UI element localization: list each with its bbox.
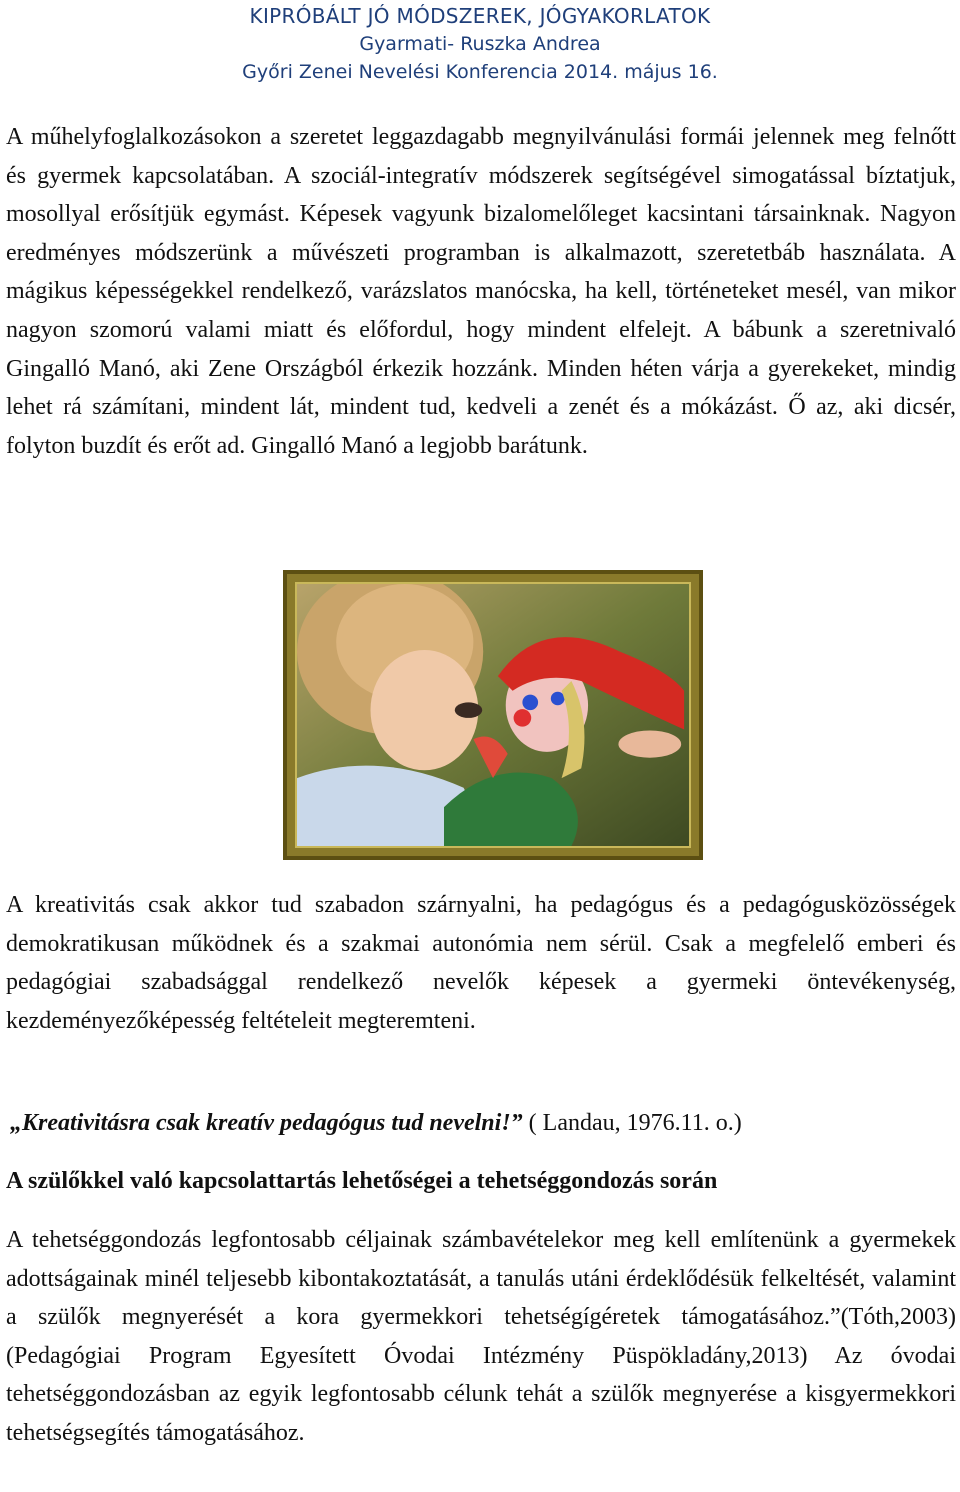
photo-child-with-puppet <box>295 582 691 848</box>
photo-frame <box>283 570 703 860</box>
quote-citation: ( Landau, 1976.11. o.) <box>522 1110 742 1136</box>
quote-text: „Kreativitásra csak kreatív pedagógus tud nevelni!” <box>10 1110 523 1136</box>
section-heading: A szülőkkel való kapcsolattartás lehetőségei a tehetséggondozás során <box>6 1168 718 1194</box>
header-author: Gyarmati- Ruszka Andrea <box>359 33 601 55</box>
paragraph-talent: A tehetséggondozás legfontosabb céljainak számbavételekor meg kell említenünk a gyermekek adottságainak minél teljesebb kibontakoztatását, a tanulás utáni érdeklődésük felkeltését, valamint a szülők megnyerését a kora gyermekkori tehetségígéretek támogatásához.”(Tóth,2003)(Pedagógiai Program Egyesített Óvodai Intézmény Püspökladány,2013) Az óvodai tehetséggondozásban az egyik legfontosabb célunk tehát a szülők megnyerése a kisgyermekkori tehetségsegítés támogatásához. <box>6 1227 956 1446</box>
quote-block <box>10 1104 950 1142</box>
paragraph-creativity: A kreativitás csak akkor tud szabadon szárnyalni, ha pedagógus és a pedagógusközösségek demokratikusan működnek és a szakmai autonómia nem sérül. Csak a megfelelő emberi és pedagógiai szabadsággal rendelkező nevelők képesek a gyermeki öntevékenység, kezdeményezőképesség feltételeit megteremteni. <box>6 892 956 1034</box>
header-title: KIPRÓBÁLT JÓ MÓDSZEREK, JÓGYAKORLATOK <box>249 4 711 28</box>
paragraph-workshop: A műhelyfoglalkozásokon a szeretet leggazdagabb megnyilvánulási formái jelennek meg felnőtt és gyermek kapcsolatában. A szociál-integratív módszerek segítségével simogatással bíztatjuk, mosollyal erősítjük egymást. Képesek vagyunk bizalomelőleget kacsintani társainknak. Nagyon eredményes módszerünk a művészeti programban is alkalmazott, szeretetbáb használata. A mágikus képességekkel rendelkező, varázslatos manócska, ha kell, történeteket mesél, van mikor nagyon szomorú valami miatt és előfordul, hogy mindent elfelejt. A bábunk a szeretnivaló Gingalló Manó, aki Zene Országból érkezik hozzánk. Minden héten várja a gyerekeket, mindig lehet rá számítani, mindent lát, mindent tud, kedveli a zenét és a mókázást. Ő az, aki dicsér, folyton buzdít és erőt ad. Gingalló Manó a legjobb barátunk. <box>6 124 956 459</box>
header-conference: Győri Zenei Nevelési Konferencia 2014. május 16. <box>242 61 718 83</box>
page-header <box>0 2 960 86</box>
